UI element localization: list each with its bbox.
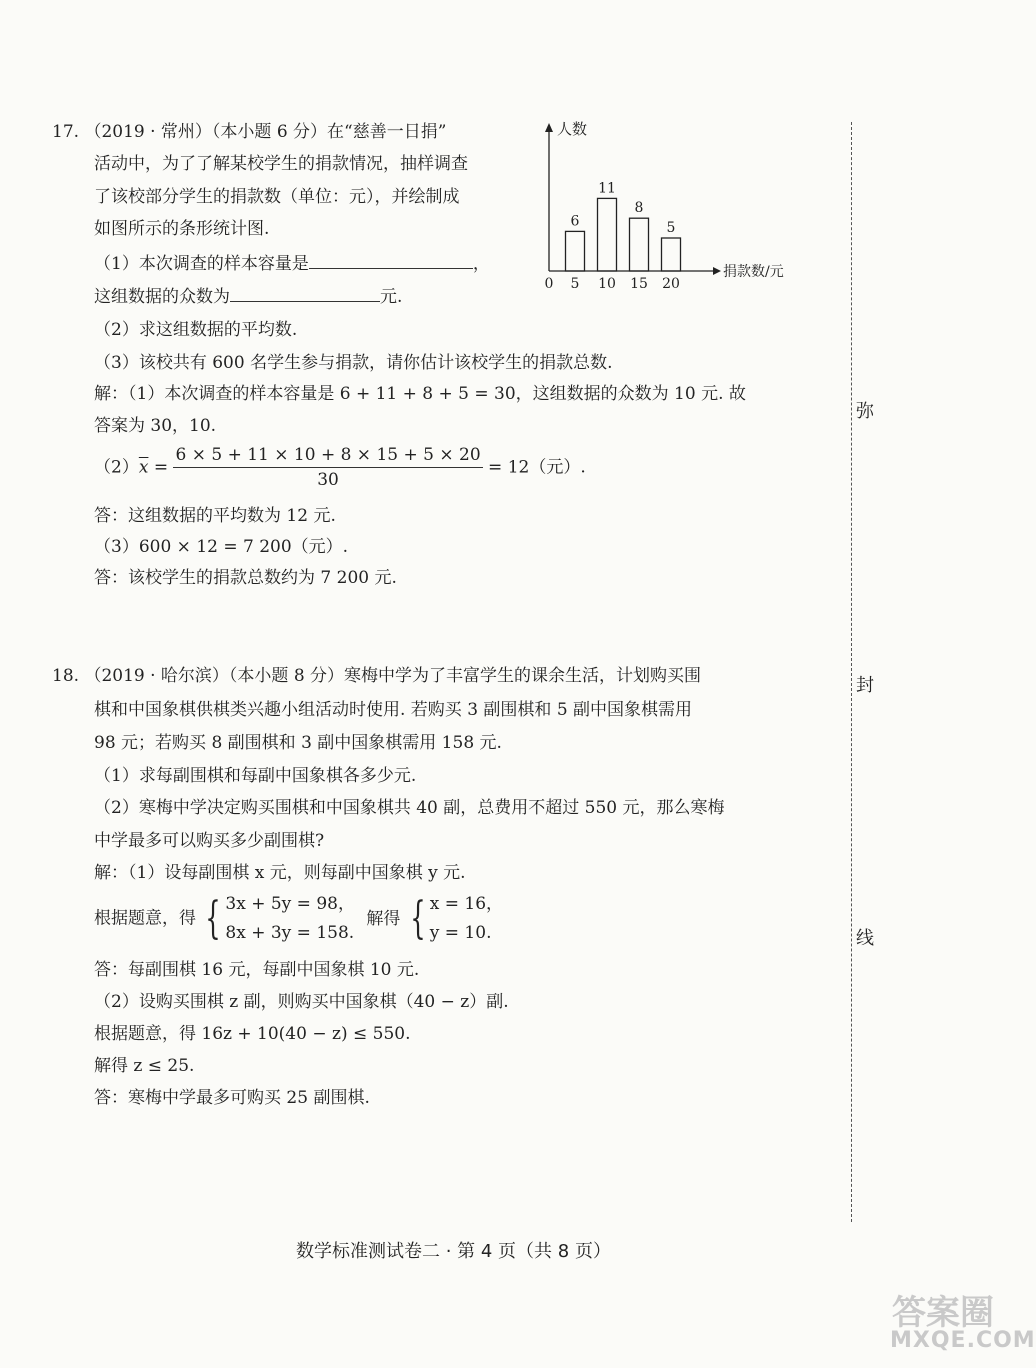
q17-part1-text: （1）本次调查的样本容量是 xyxy=(94,254,309,274)
side-char-feng: 封 xyxy=(856,675,874,696)
mean-denominator: 30 xyxy=(317,470,339,490)
bar-5 xyxy=(566,231,585,271)
q17-part1-unit: 元. xyxy=(380,287,403,307)
bar-10 xyxy=(598,198,617,271)
q18-solution-7: 答：寒梅中学最多可购买 25 副围棋. xyxy=(94,1088,370,1108)
q18-part2-a: （2）寒梅中学决定购买围棋和中国象棋共 40 副，总费用不超过 550 元，那么寒梅 xyxy=(94,798,725,818)
solution-x: x = 16， xyxy=(429,894,504,914)
q17-solution-1: 解：（1）本次调查的样本容量是 6 + 11 + 8 + 5 = 30，这组数据的众数为 10 元. 故 xyxy=(94,384,746,404)
solution-system xyxy=(406,893,504,944)
q17-solution-3 xyxy=(94,447,586,489)
x-axis-label: 捐款数/元 xyxy=(723,264,784,280)
donation-bar-chart xyxy=(535,112,805,297)
left-brace-icon: { xyxy=(205,893,222,944)
q17-part1-comma: ， xyxy=(472,254,490,274)
q17-solution-5: （3）600 × 12 = 7 200（元）. xyxy=(94,537,349,557)
x-tick-label-5: 5 xyxy=(570,276,580,292)
equation-system xyxy=(201,893,355,944)
q18-part1: （1）求每副围棋和每副中国象棋各多少元. xyxy=(94,766,417,786)
answer-blank-sample-size xyxy=(309,268,473,269)
equation-2: 8x + 3y = 158. xyxy=(225,923,355,943)
x-tick-label-20: 20 xyxy=(662,276,680,292)
x-bar-symbol: $\overline{x}$ xyxy=(138,457,149,478)
data-label-10: 11 xyxy=(598,180,616,197)
q18-solution-1: 解：（1）设每副围棋 x 元，则每副中国象棋 y 元. xyxy=(94,863,466,883)
side-char-mi: 弥 xyxy=(856,401,874,422)
q18-part2-b: 中学最多可以购买多少副围棋? xyxy=(94,831,325,851)
q17-part1-b xyxy=(94,289,402,306)
watermark-url: MXQE.COM xyxy=(890,1328,1036,1353)
x-axis-arrow-icon xyxy=(713,267,721,275)
data-label-5: 6 xyxy=(570,213,580,230)
solution-y: y = 10. xyxy=(429,923,492,943)
binding-dashed-line xyxy=(851,122,852,1222)
q18-solution-3: 答：每副围棋 16 元，每副中国象棋 10 元. xyxy=(94,960,420,980)
bar-20 xyxy=(662,238,681,271)
x-tick-label-15: 15 xyxy=(630,276,648,292)
data-label-20: 5 xyxy=(666,220,676,236)
bar-15 xyxy=(630,218,649,271)
q17-line2: 活动中，为了了解某校学生的捐款情况，抽样调查 xyxy=(94,154,468,174)
q17-line3: 了该校部分学生的捐款数（单位：元），并绘制成 xyxy=(94,187,460,207)
q18-solution-5: 根据题意，得 16z + 10(40 − z) ≤ 550. xyxy=(94,1024,411,1044)
y-axis-label: 人数 xyxy=(557,120,588,138)
q18-s2-prefix: 根据题意，得 xyxy=(94,908,196,929)
q17-s3-result: = 12（元）. xyxy=(482,457,586,478)
x-tick-label-origin: 0 xyxy=(544,276,554,292)
data-label-15: 8 xyxy=(634,200,644,217)
q17-head: 17. （2019 · 常州）（本小题 6 分）在“慈善一日捐” xyxy=(52,122,447,142)
q18-solution-2 xyxy=(94,893,504,944)
q17-solution-4: 答：这组数据的平均数为 12 元. xyxy=(94,506,336,526)
q17-solution-6: 答：该校学生的捐款总数约为 7 200 元. xyxy=(94,568,397,588)
answer-blank-mode xyxy=(230,301,380,302)
q18-head: 18. （2019 · 哈尔滨）（本小题 8 分）寒梅中学为了丰富学生的课余生活，计划购买围 xyxy=(52,666,702,686)
equation-1: 3x + 5y = 98， xyxy=(225,894,355,914)
q18-s2-solve: 解得 xyxy=(366,908,401,929)
page-footer: 数学标准测试卷二 · 第 4 页（共 8 页） xyxy=(296,1241,611,1262)
mean-numerator: 6 × 5 + 11 × 10 + 8 × 15 + 5 × 20 xyxy=(173,447,482,468)
q17-s3-equals: = xyxy=(148,457,174,478)
q17-part1-mode-text: 这组数据的众数为 xyxy=(94,287,230,307)
mean-fraction xyxy=(173,447,482,489)
q18-line3: 98 元；若购买 8 副围棋和 3 副中国象棋需用 158 元. xyxy=(94,733,502,753)
side-char-xian: 线 xyxy=(856,928,874,949)
q17-part1 xyxy=(94,256,490,273)
q17-solution-2: 答案为 30，10. xyxy=(94,416,217,436)
q18-line2: 棋和中国象棋供棋类兴趣小组活动时使用. 若购买 3 副围棋和 5 副中国象棋需用 xyxy=(94,700,693,720)
q18-solution-6: 解得 z ≤ 25. xyxy=(94,1056,195,1076)
q18-solution-4: （2）设购买围棋 z 副，则购买中国象棋（40 − z）副. xyxy=(94,992,509,1012)
y-axis-arrow-icon xyxy=(545,123,553,132)
watermark-logo: 答案圈 xyxy=(892,1293,994,1333)
q17-part3: （3）该校共有 600 名学生参与捐款，请你估计该校学生的捐款总数. xyxy=(94,353,613,373)
q17-part2: （2）求这组数据的平均数. xyxy=(94,320,298,340)
q17-s3-prefix: （2） xyxy=(94,457,139,478)
left-brace-icon: { xyxy=(410,893,426,944)
x-tick-label-10: 10 xyxy=(598,276,616,292)
q17-line4: 如图所示的条形统计图. xyxy=(94,219,270,239)
